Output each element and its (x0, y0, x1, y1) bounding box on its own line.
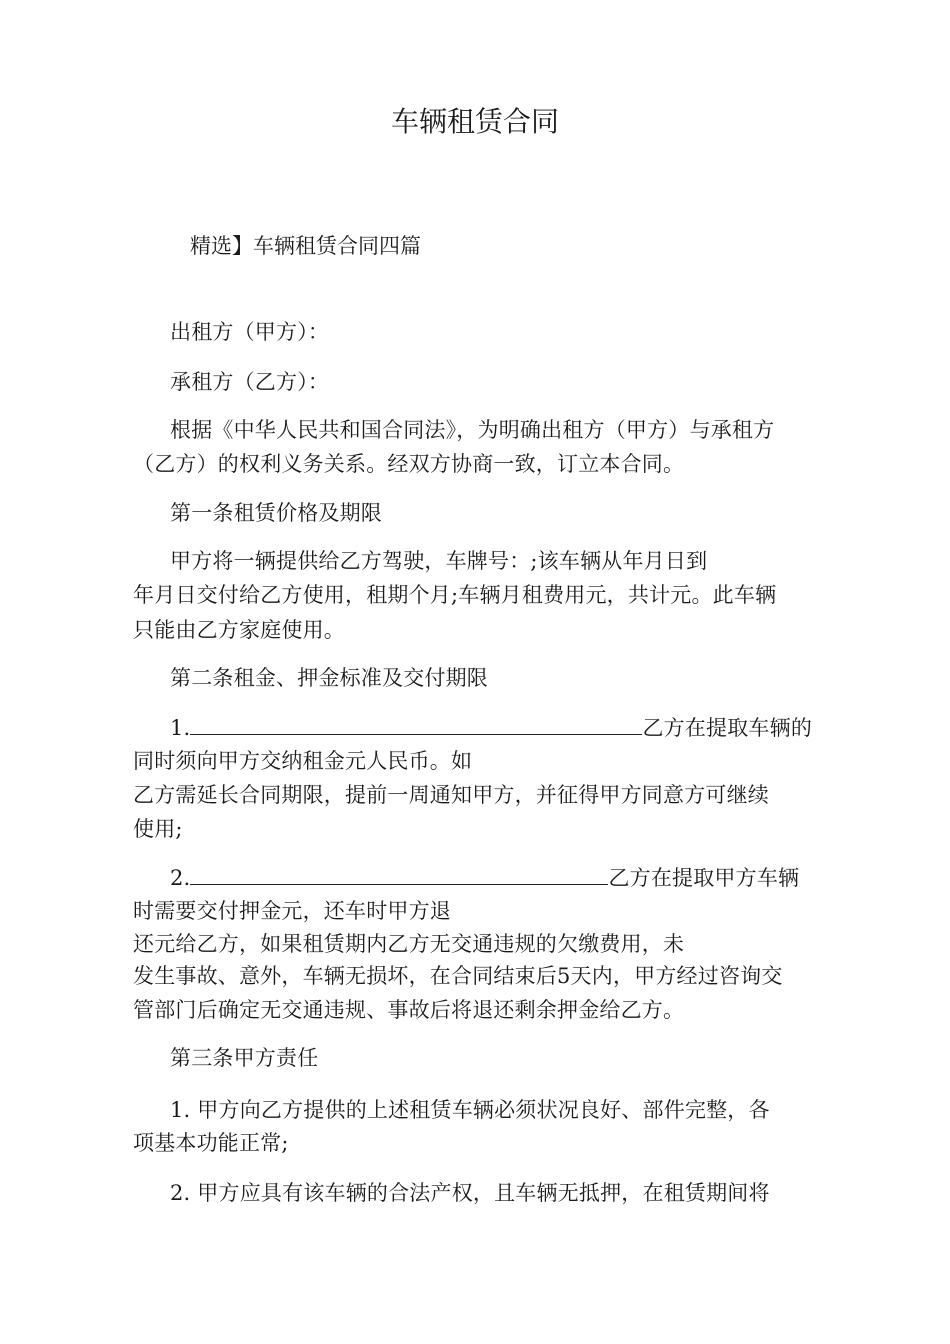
preamble-line: 根据《中华人民共和国合同法》，为明确出租方（甲方）与承租方 (170, 418, 775, 442)
lessor-label: 出租方（甲方）： (170, 320, 330, 344)
article-2-item-2-line: 管部门后确定无交通违规、事故后将退还剩余押金给乙方。 (133, 998, 685, 1022)
article-1-line: 年月日交付给乙方使用，租期个月;车辆月租费用元，共计元。此车辆 (133, 583, 777, 607)
lessee-label: 承租方（乙方）： (170, 370, 330, 394)
article-3-item-1: 1. 甲方向乙方提供的上述租赁车辆必须状况良好、部件完整，各 (170, 1098, 770, 1122)
fill-in-blank (190, 862, 608, 885)
article-3-item-1-line: 项基本功能正常; (133, 1131, 289, 1155)
item-text: 乙方在提取车辆的 (642, 716, 813, 740)
article-3-item-2: 2. 甲方应具有该车辆的合法产权，且车辆无抵押，在租赁期间将 (170, 1181, 770, 1205)
article-1-line: 只能由乙方家庭使用。 (133, 618, 345, 642)
item-number: 2. (170, 866, 191, 890)
article-2-item-1-line: 使用; (133, 817, 183, 841)
document-subtitle: 精选】车辆租赁合同四篇 (190, 234, 421, 258)
fill-in-blank (190, 712, 642, 735)
document-title: 车辆租赁合同 (390, 105, 559, 138)
article-2-item-1-line: 同时须向甲方交纳租金元人民币。如 (133, 749, 473, 773)
article-2-item-2-line: 发生事故、意外，车辆无损坏，在合同结束后5天内，甲方经过咨询交 (133, 964, 783, 988)
article-2-item-2-line: 时需要交付押金元，还车时甲方退 (133, 899, 451, 923)
article-1-line: 甲方将一辆提供给乙方驾驶，车牌号：;该车辆从年月日到 (170, 549, 708, 573)
item-text: 乙方在提取甲方车辆 (608, 866, 800, 890)
article-2-item-2 (170, 862, 799, 893)
article-2-item-2-line: 还元给乙方，如果租赁期内乙方无交通违规的欠缴费用，未 (133, 932, 685, 956)
article-2-item-1-line: 乙方需延长合同期限，提前一周通知甲方，并征得甲方同意方可继续 (133, 783, 769, 807)
item-number: 1. (170, 716, 191, 740)
preamble-line: （乙方）的权利义务关系。经双方协商一致，订立本合同。 (133, 452, 685, 476)
article-2-item-1 (170, 712, 812, 743)
article-1-heading: 第一条租赁价格及期限 (170, 501, 382, 525)
article-2-heading: 第二条租金、押金标准及交付期限 (170, 666, 488, 690)
article-3-heading: 第三条甲方责任 (170, 1046, 319, 1070)
